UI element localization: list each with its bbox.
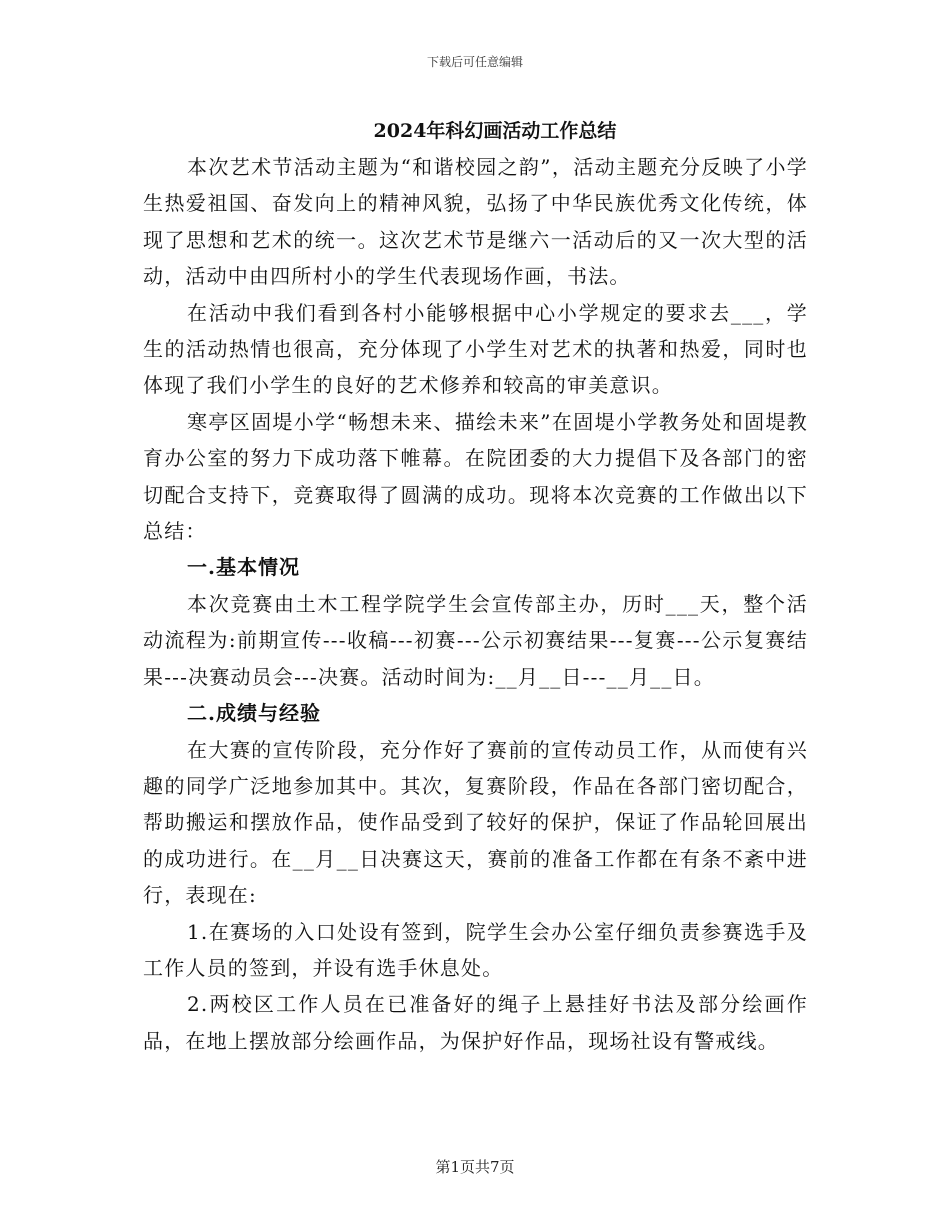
section-basic-info-paragraph: 本次竞赛由土木工程学院学生会宣传部主办，历时___天，整个活动流程为:前期宣传---收稿---初赛---公示初赛结果---复赛---公示复赛结果---决赛动员会---决赛。活动时间为:__月__日---__月__日。 [143,591,808,689]
section-results-list-item-2: 2.两校区工作人员在已准备好的绳子上悬挂好书法及部分绘画作品，在地上摆放部分绘画作品，为保护好作品，现场社设有警戒线。 [143,992,808,1053]
document-body [143,149,808,1059]
intro-paragraph-1: 本次艺术节活动主题为“和谐校园之韵”，活动主题充分反映了小学生热爱祖国、奋发向上的精神风貌，弘扬了中华民族优秀文化传统，体现了思想和艺术的统一。这次艺术节是继六一活动后的又一次大型的活动，活动中由四所村小的学生代表现场作画，书法。 [143,155,808,289]
document-title: 2024年科幻画活动工作总结 [373,120,617,142]
section-results-list-item-1: 1.在赛场的入口处设有签到，院学生会办公室仔细负责参赛选手及工作人员的签到，并设有选手休息处。 [143,919,808,980]
page-number-footer: 第1页共7页 [435,1158,515,1176]
intro-paragraph-2: 在活动中我们看到各村小能够根据中心小学规定的要求去___，学生的活动热情也很高，充分体现了小学生对艺术的执著和热爱，同时也体现了我们小学生的良好的艺术修养和较高的审美意识。 [143,300,808,398]
header-note: 下载后可任意编辑 [426,55,523,69]
section-heading-basic-info: 一.基本情况 [187,555,300,580]
section-heading-results: 二.成绩与经验 [187,701,321,726]
intro-paragraph-3: 寒亭区固堤小学“畅想未来、描绘未来”在固堤小学教务处和固堤教育办公室的努力下成功落下帷幕。在院团委的大力提倡下及各部门的密切配合支持下，竞赛取得了圆满的成功。现将本次竞赛的工作做出以下总结： [143,409,808,544]
section-results-paragraph-1: 在大赛的宣传阶段，充分作好了赛前的宣传动员工作，从而使有兴趣的同学广泛地参加其中。其次，复赛阶段，作品在各部门密切配合，帮助搬运和摆放作品，使作品受到了较好的保护，保证了作品轮回展出的成功进行。在__月__日决赛这天，赛前的准备工作都在有条不紊中进行，表现在: [143,737,808,908]
